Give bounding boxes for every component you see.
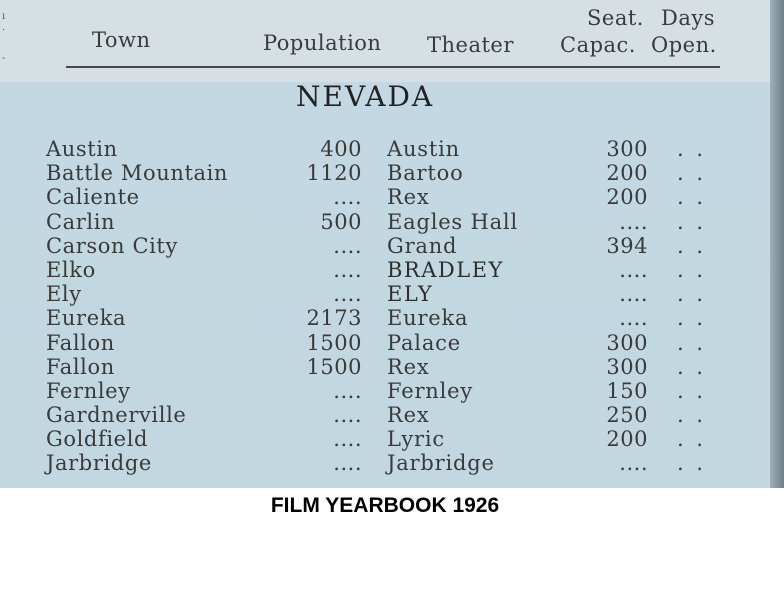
table-row: [0, 210, 784, 234]
population-cell: ....: [333, 427, 362, 452]
theater-cell: Lyric: [387, 427, 445, 452]
seats-cell: 300: [606, 330, 648, 355]
town-cell: Fernley: [46, 378, 131, 403]
population-cell: 1500: [306, 330, 362, 355]
theater-cell: Rex: [387, 185, 430, 210]
population-cell: 1120: [306, 161, 362, 186]
theater-cell: Jarbridge: [387, 451, 495, 476]
population-cell: 1500: [306, 354, 362, 379]
seats-cell: ....: [619, 451, 648, 476]
population-cell: ....: [333, 233, 362, 258]
town-cell: Caliente: [46, 185, 140, 210]
col-header-open: Open.: [651, 33, 717, 57]
town-cell: Fallon: [46, 354, 115, 379]
days-cell: . .: [677, 137, 707, 161]
theater-cell: Rex: [387, 403, 430, 428]
col-header-theater: Theater: [427, 33, 514, 57]
col-header-capac: Capac.: [560, 33, 636, 57]
col-header-days: Days: [661, 6, 715, 30]
population-cell: 2173: [306, 306, 362, 331]
table-row: [0, 234, 784, 258]
seats-cell: 300: [606, 354, 648, 379]
table-row: [0, 282, 784, 306]
population-cell: 400: [320, 137, 362, 161]
days-cell: . .: [677, 354, 707, 379]
days-cell: . .: [677, 209, 707, 234]
seats-cell: 150: [606, 378, 648, 403]
town-cell: Austin: [46, 137, 118, 161]
days-cell: . .: [677, 330, 707, 355]
town-cell: Gardnerville: [46, 403, 187, 428]
table-row: [0, 161, 784, 185]
days-cell: . .: [677, 306, 707, 331]
population-cell: ....: [333, 451, 362, 476]
population-cell: ....: [333, 403, 362, 428]
col-header-population: Population: [263, 31, 382, 55]
table-row: [0, 137, 784, 161]
theater-cell: Fernley: [387, 378, 474, 403]
town-cell: Carlin: [46, 209, 116, 234]
town-cell: Fallon: [46, 330, 115, 355]
table-row: [0, 331, 784, 355]
theater-cell: Palace: [387, 330, 461, 355]
table-row: [0, 379, 784, 403]
days-cell: . .: [677, 233, 707, 258]
seats-cell: ....: [619, 306, 648, 331]
population-cell: ....: [333, 282, 362, 307]
table-row: [0, 306, 784, 330]
page-edge-marks: ı · -: [2, 11, 6, 64]
days-cell: . .: [677, 378, 707, 403]
theater-cell: Eagles Hall: [387, 209, 518, 234]
seats-cell: 394: [606, 233, 648, 258]
town-cell: Eureka: [46, 306, 127, 331]
seats-cell: 200: [606, 161, 648, 186]
town-cell: Carson City: [46, 233, 178, 258]
town-cell: Elko: [46, 257, 96, 282]
days-cell: . .: [677, 161, 707, 186]
table-row: [0, 403, 784, 427]
town-cell: Battle Mountain: [46, 161, 229, 186]
days-cell: . .: [677, 257, 707, 282]
theater-cell: Austin: [387, 137, 460, 161]
theater-cell: Bartoo: [387, 161, 464, 186]
seats-cell: 300: [606, 137, 648, 161]
state-title: NEVADA: [296, 80, 435, 113]
days-cell: . .: [677, 451, 707, 476]
seats-cell: 200: [606, 185, 648, 210]
town-cell: Ely: [46, 282, 82, 307]
days-cell: . .: [677, 403, 707, 428]
theater-cell: Grand: [387, 233, 458, 258]
table-row: [0, 427, 784, 451]
seats-cell: ....: [619, 257, 648, 282]
days-cell: . .: [677, 427, 707, 452]
seats-cell: 250: [606, 403, 648, 428]
table-row: [0, 355, 784, 379]
table-row: [0, 451, 784, 475]
caption: FILM YEARBOOK 1926: [270, 494, 500, 517]
table-row: [0, 258, 784, 282]
col-header-seat: Seat.: [587, 6, 644, 30]
town-cell: Goldfield: [46, 427, 149, 452]
table-row: [0, 185, 784, 209]
town-cell: Jarbridge: [46, 451, 152, 476]
header-rule: [66, 66, 720, 68]
col-header-town: Town: [92, 28, 151, 52]
seats-cell: ....: [619, 209, 648, 234]
population-cell: ....: [333, 257, 362, 282]
days-cell: . .: [677, 185, 707, 210]
population-cell: ....: [333, 378, 362, 403]
theater-cell: Rex: [387, 354, 430, 379]
population-cell: 500: [320, 209, 362, 234]
seats-cell: 200: [606, 427, 648, 452]
theater-table: [0, 137, 784, 476]
seats-cell: ....: [619, 282, 648, 307]
days-cell: . .: [677, 282, 707, 307]
theater-cell: BRADLEY: [387, 257, 504, 282]
theater-cell: Eureka: [387, 306, 469, 331]
theater-cell: ELY: [387, 282, 434, 307]
page-right-edge: [770, 0, 784, 488]
population-cell: ....: [333, 185, 362, 210]
